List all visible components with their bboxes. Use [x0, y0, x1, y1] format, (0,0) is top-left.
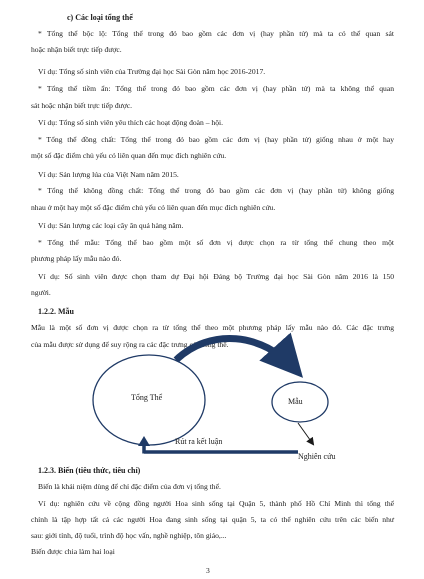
- section-heading-c: c) Các loại tổng thể: [67, 13, 133, 22]
- paragraph-line: sau: giới tính, độ tuổi, trình độ học vấn, nghề nghiệp, tôn giáo,...: [31, 531, 227, 540]
- paragraph-line: * Tổng thể không đồng chất: Tổng thể trong đó bao gồm các đơn vị (hay phần tử) không giống: [38, 186, 394, 195]
- research-label: Nghiên cứu: [298, 452, 336, 461]
- sampling-arrow: [176, 338, 296, 370]
- paragraph-line: Ví dụ: Tổng số sinh viên yêu thích các hoạt động đoàn – hội.: [38, 118, 224, 127]
- paragraph-line: Biến là khái niệm dùng để chỉ đặc điểm của đơn vị tổng thể.: [38, 482, 221, 491]
- conclusion-label: Rút ra kết luận: [175, 437, 223, 446]
- research-arrow: [298, 423, 313, 444]
- paragraph-line: một số đặc điểm chủ yếu có liên quan đến mục đích nghiên cứu.: [31, 151, 227, 160]
- paragraph-line: Ví dụ: Sản lượng lúa của Việt Nam năm 2015.: [38, 170, 179, 179]
- paragraph-line: Ví dụ: nghiên cứu về cộng đồng người Hoa sinh sống tại Quận 5, thành phố Hồ Chí Minh thì tổng thể: [38, 499, 394, 508]
- paragraph-line: * Tổng thể bộc lộ: Tổng thể trong đó bao gồm các đơn vị (hay phần tử) mà ta có thể quan sát: [38, 29, 394, 38]
- sample-label: Mẫu: [288, 397, 303, 406]
- population-label: Tổng Thể: [131, 393, 163, 402]
- paragraph-line: hoặc nhận biết trực tiếp được.: [31, 45, 122, 54]
- paragraph-line: * Tổng thể đồng chất: Tổng thể trong đó bao gồm các đơn vị (hay phần tử) giống nhau ở một hay: [38, 135, 394, 144]
- paragraph-line: Biến được chia làm hai loại: [31, 547, 115, 556]
- paragraph-line: Mẫu là một số đơn vị được chọn ra từ tổng thể theo một phương pháp lấy mẫu nào đó. Các đặc trưng: [31, 323, 394, 332]
- paragraph-line: người.: [31, 288, 51, 297]
- paragraph-line: nhau ở một hay một số đặc điểm chủ yếu có liên quan đến mục đích nghiên cứu.: [31, 203, 276, 212]
- paragraph-line: sát hoặc nhận biết trực tiếp được.: [31, 101, 133, 110]
- page-number: 3: [206, 566, 210, 575]
- paragraph-line: của mẫu được sử dụng để suy rộng ra các đặc trưng của tổng thể.: [31, 340, 229, 349]
- paragraph-line: Ví dụ: Số sinh viên được chọn tham dự Đại hội Đảng bộ Trường đại học Sài Gòn năm 2016 là 150: [38, 272, 394, 281]
- paragraph-line: phương pháp lấy mẫu nào đó.: [31, 254, 122, 263]
- paragraph-line: * Tổng thể tiềm ẩn: Tổng thể trong đó bao gồm các đơn vị (hay phần tử) mà ta không thể quan: [38, 84, 394, 93]
- section-heading-1-2-2: 1.2.2. Mẫu: [38, 307, 74, 316]
- paragraph-line: chính là tập hợp tất cả các người Hoa đang sinh sống tại quận 5, ta có thể nghiên cứu trên các biến như: [31, 515, 394, 524]
- paragraph-line: * Tổng thể mẫu: Tổng thể bao gồm một số đơn vị được chọn ra từ tổng thể chung theo một: [38, 238, 394, 247]
- paragraph-line: Ví dụ: Sản lượng các loại cây ăn quả hàng năm.: [38, 221, 184, 230]
- section-heading-1-2-3: 1.2.3. Biến (tiêu thức, tiêu chí): [38, 466, 141, 475]
- paragraph-line: Ví dụ: Tổng số sinh viên của Trường đại học Sài Gòn năm học 2016-2017.: [38, 67, 266, 76]
